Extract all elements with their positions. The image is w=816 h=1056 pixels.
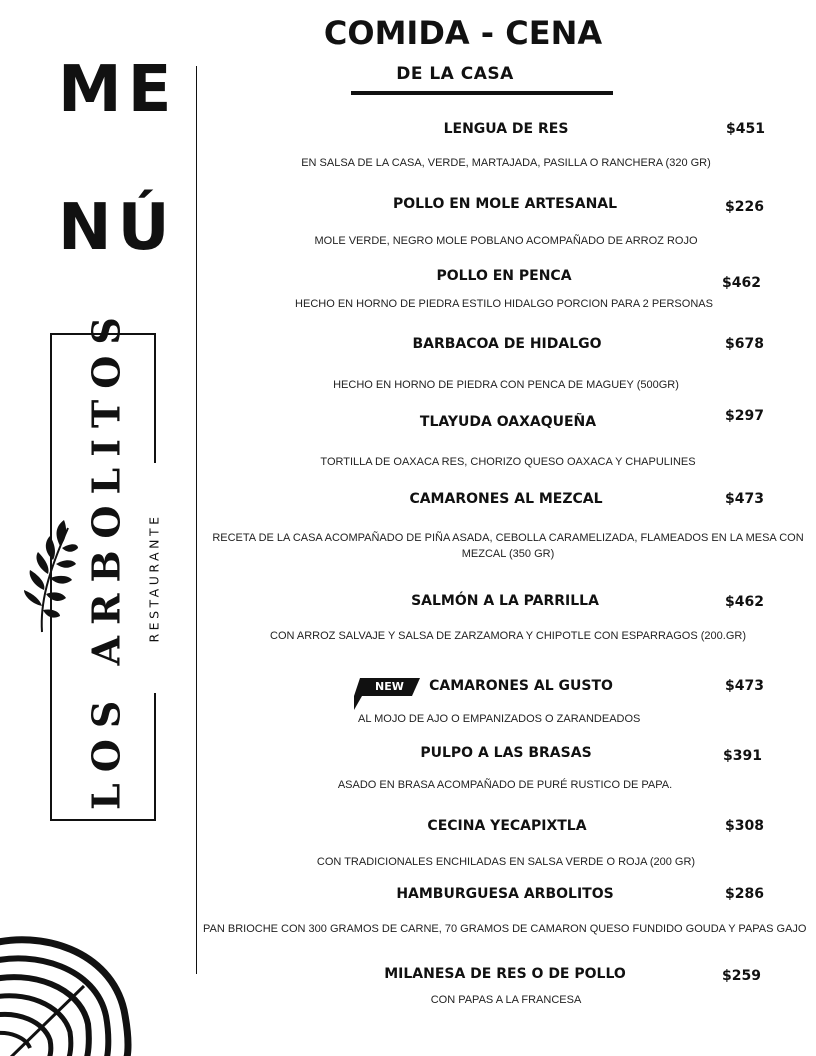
dish-price: $286: [725, 886, 764, 902]
dish-name: MILANESA DE RES O DE POLLO: [384, 966, 626, 982]
dish-description: TORTILLA DE OAXACA RES, CHORIZO QUESO OAXACA Y CHAPULINES: [320, 456, 696, 468]
dish-description: HECHO EN HORNO DE PIEDRA ESTILO HIDALGO PORCION PARA 2 PERSONAS: [295, 298, 713, 310]
dish-price: $259: [722, 968, 761, 984]
dish-name: POLLO EN PENCA: [436, 268, 572, 284]
dish-price: $451: [726, 121, 765, 137]
dish-description: CON PAPAS A LA FRANCESA: [430, 994, 582, 1006]
new-badge-label: NEW: [375, 680, 404, 693]
tree-rings-icon: [0, 930, 132, 1056]
dish-description: ASADO EN BRASA ACOMPAÑADO DE PURÉ RUSTICO DE PAPA.: [337, 779, 673, 791]
dish-description: PAN BRIOCHE CON 300 GRAMOS DE CARNE, 70 GRAMOS DE CAMARON QUESO FUNDIDO GOUDA Y PAPAS GAJO: [203, 923, 807, 935]
dish-price: $308: [725, 818, 764, 834]
menu-heading-line2: NÚ: [58, 191, 176, 265]
dish-price: $462: [722, 275, 761, 291]
olive-branch-icon: [20, 518, 80, 636]
dish-description: RECETA DE LA CASA ACOMPAÑADO DE PIÑA ASADA, CEBOLLA CARAMELIZADA, FLAMEADOS EN LA MESA CON MEZCAL (350 GR): [212, 532, 804, 560]
dish-name: BARBACOA DE HIDALGO: [412, 336, 602, 352]
dish-name: HAMBURGUESA ARBOLITOS: [396, 886, 614, 902]
dish-name: POLLO EN MOLE ARTESANAL: [392, 196, 618, 212]
logo-name: LOS ARBOLITOS: [83, 306, 129, 810]
dish-name: CECINA YECAPIXTLA: [427, 818, 587, 834]
title-underline: [351, 91, 613, 95]
dish-price: $391: [723, 748, 762, 764]
dish-price: $297: [725, 408, 764, 424]
dish-name: LENGUA DE RES: [443, 121, 569, 137]
dish-price: $473: [725, 491, 764, 507]
dish-price: $473: [725, 678, 764, 694]
dish-description: EN SALSA DE LA CASA, VERDE, MARTAJADA, PASILLA O RANCHERA (320 GR): [301, 157, 711, 169]
section-subtitle: DE LA CASA: [396, 64, 514, 84]
dish-name: CAMARONES AL GUSTO: [429, 678, 613, 694]
vertical-divider: [196, 66, 197, 974]
logo-subtitle: RESTAURANTE: [147, 463, 162, 693]
page-title: COMIDA - CENA: [323, 14, 603, 52]
dish-description: CON TRADICIONALES ENCHILADAS EN SALSA VERDE O ROJA (200 GR): [316, 856, 696, 868]
dish-description: AL MOJO DE AJO O EMPANIZADOS O ZARANDEADOS: [358, 713, 641, 725]
dish-name: CAMARONES AL MEZCAL: [409, 491, 603, 507]
dish-description: CON ARROZ SALVAJE Y SALSA DE ZARZAMORA Y CHIPOTLE CON ESPARRAGOS (200.GR): [270, 630, 746, 642]
menu-heading-line1: ME: [58, 53, 178, 127]
dish-price: $678: [725, 336, 764, 352]
dish-description: HECHO EN HORNO DE PIEDRA CON PENCA DE MAGUEY (500GR): [333, 379, 679, 391]
dish-name: SALMÓN A LA PARRILLA: [411, 593, 599, 609]
dish-name: TLAYUDA OAXAQUEÑA: [419, 414, 597, 430]
dish-price: $226: [725, 199, 764, 215]
dish-description: MOLE VERDE, NEGRO MOLE POBLANO ACOMPAÑADO DE ARROZ ROJO: [314, 235, 698, 247]
dish-price: $462: [725, 594, 764, 610]
dish-name: PULPO A LAS BRASAS: [420, 745, 592, 761]
